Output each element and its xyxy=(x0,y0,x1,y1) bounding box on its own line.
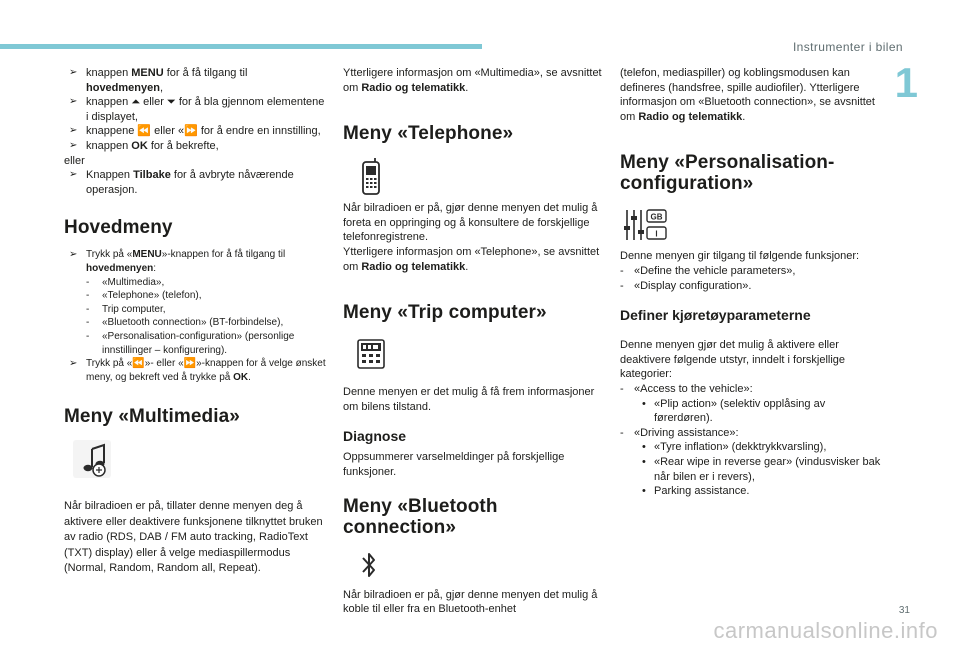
instruction-back: ➢ Knappen Tilbake for å avbryte nåværende operasjon. xyxy=(69,169,294,196)
list-item: - «Personalisation-configuration» (personlige innstillinger – konfigurering). xyxy=(86,330,295,356)
bullet-dot-icon: • xyxy=(642,485,646,498)
diagnose-text: Oppsummerer varselmeldinger på forskjellige funksjoner. xyxy=(343,451,565,478)
menu-list xyxy=(64,276,328,358)
chapter-number: 1 xyxy=(894,59,918,106)
select-instruction: ➢ Trykk på «⏪»- eller «⏩»-knappen for å velge ønsket meny, og bekreft ved å trykke på OK. xyxy=(69,358,326,383)
category-access: - «Access to the vehicle»: xyxy=(620,382,753,395)
page-number: 31 xyxy=(898,605,910,616)
list-item: • Parking assistance. xyxy=(642,485,750,498)
section-title: Instrumenter i bilen xyxy=(792,40,903,54)
definer-text: Denne menyen gjør det mulig å aktivere eller deaktivere følgende utstyr, inndelt i forskjellige kategorier: xyxy=(620,339,846,381)
trip-computer-text: Denne menyen er det mulig å få frem informasjoner om bilens tilstand. xyxy=(343,386,595,413)
mobile-phone-icon xyxy=(361,158,383,196)
list-item: - «Display configuration». xyxy=(620,279,752,292)
bullet-arrow-icon: ➢ xyxy=(69,358,78,370)
telephone-more-info: Ytterligere informasjon om «Telephone», se avsnittet om Radio og telematikk. xyxy=(343,245,600,273)
watermark: carmanualsonline.info xyxy=(713,618,938,643)
definer-heading: Definer kjøretøyparameterne xyxy=(620,307,811,324)
bullet-arrow-icon: ➢ xyxy=(69,139,78,151)
instruction-ok: ➢ knappen OK for å bekrefte, xyxy=(69,139,219,152)
music-note-icon xyxy=(72,439,112,479)
bluetooth-continued: (telefon, mediaspiller) og koblingsmodusen kan defineres (handsfree, spille audiofiler). Ytterligere informasjon om «Bluetooth connection», se avsnittet om Radio og telematikk. xyxy=(620,67,875,123)
trip-computer-icon xyxy=(357,339,385,369)
bullet-arrow-icon: ➢ xyxy=(69,249,78,261)
instruction-menu: ➢ knappen MENU for å få tilgang til hovedmenyen, xyxy=(69,67,248,94)
bullet-dot-icon: • xyxy=(642,455,646,468)
bluetooth-icon xyxy=(361,550,377,580)
bullet-arrow-icon: ➢ xyxy=(69,169,78,181)
multimedia-more-info: Ytterligere informasjon om «Multimedia», se avsnittet om Radio og telematikk. xyxy=(343,67,602,94)
hovedmeny-instruction: ➢ Trykk på «MENU»-knappen for å få tilgang til hovedmenyen: xyxy=(69,249,286,274)
instruction-scroll: ➢ knappen ⏶ eller ⏷ for å bla gjennom elementene i displayet, xyxy=(69,96,325,123)
list-item: • «Plip action» (selektiv opplåsing av førerdøren). xyxy=(642,397,826,425)
bullet-arrow-icon: ➢ xyxy=(69,96,78,108)
personalisation-text: Denne menyen gir tilgang til følgende funksjoner: xyxy=(620,250,860,263)
bullet-dot-icon: • xyxy=(642,441,646,454)
column-1 xyxy=(64,66,328,576)
list-item: - «Multimedia», xyxy=(86,276,165,288)
bullet-arrow-icon: ➢ xyxy=(69,67,78,78)
badge-gb: GB xyxy=(650,212,663,222)
category-driving: - «Driving assistance»: xyxy=(620,426,739,439)
personalisation-heading: Meny «Personalisation-configuration» xyxy=(620,152,835,195)
list-item: • «Rear wipe in reverse gear» (vindusvisker bak når bilen er i revers), xyxy=(642,455,881,483)
list-item: - «Telephone» (telefon), xyxy=(86,290,202,302)
telephone-heading: Meny «Telephone» xyxy=(343,123,514,145)
instruction-change: ➢ knappene ⏪ eller «⏩ for å endre en innstilling, xyxy=(69,125,321,138)
hovedmeny-heading: Hovedmeny xyxy=(64,217,173,239)
bullet-dot-icon: • xyxy=(642,397,646,410)
list-item: - Trip computer, xyxy=(86,303,166,315)
bullet-arrow-icon: ➢ xyxy=(69,125,78,137)
bluetooth-heading: Meny «Bluetooth connection» xyxy=(343,495,498,538)
column-3 xyxy=(620,66,882,499)
eller-text: eller xyxy=(64,154,85,167)
hovedmeny-block xyxy=(64,248,328,384)
telephone-text: Når bilradioen er på, gjør denne menyen det mulig å foreta en oppringing og å konsultere de forskjellige telefonregistrene. xyxy=(343,202,598,244)
bluetooth-text: Når bilradioen er på, gjør denne menyen det mulig å koble til eller fra en Bluetooth-enhet xyxy=(343,588,598,616)
column-2 xyxy=(343,66,605,617)
list-item: - «Bluetooth connection» (BT-forbindelse), xyxy=(86,317,284,329)
trip-computer-heading: Meny «Trip computer» xyxy=(343,302,547,324)
multimedia-heading: Meny «Multimedia» xyxy=(64,406,240,428)
list-item: - «Define the vehicle parameters», xyxy=(620,264,796,277)
header-accent-bar xyxy=(0,44,482,49)
badge-i: I xyxy=(655,229,658,239)
settings-sliders-icon xyxy=(622,208,668,242)
list-item: • «Tyre inflation» (dekktrykkvarsling), xyxy=(642,441,827,454)
multimedia-text: Når bilradioen er på, tillater denne menyen deg å aktivere eller deaktivere funksjonene tilknyttet bruken av radio (RDS, DAB / FM auto tracking, RadioText (TXT) display) eller å velge mediaspillermodus (Normal, Random, Random all, Repeat). xyxy=(64,500,323,574)
diagnose-heading: Diagnose xyxy=(343,428,407,445)
